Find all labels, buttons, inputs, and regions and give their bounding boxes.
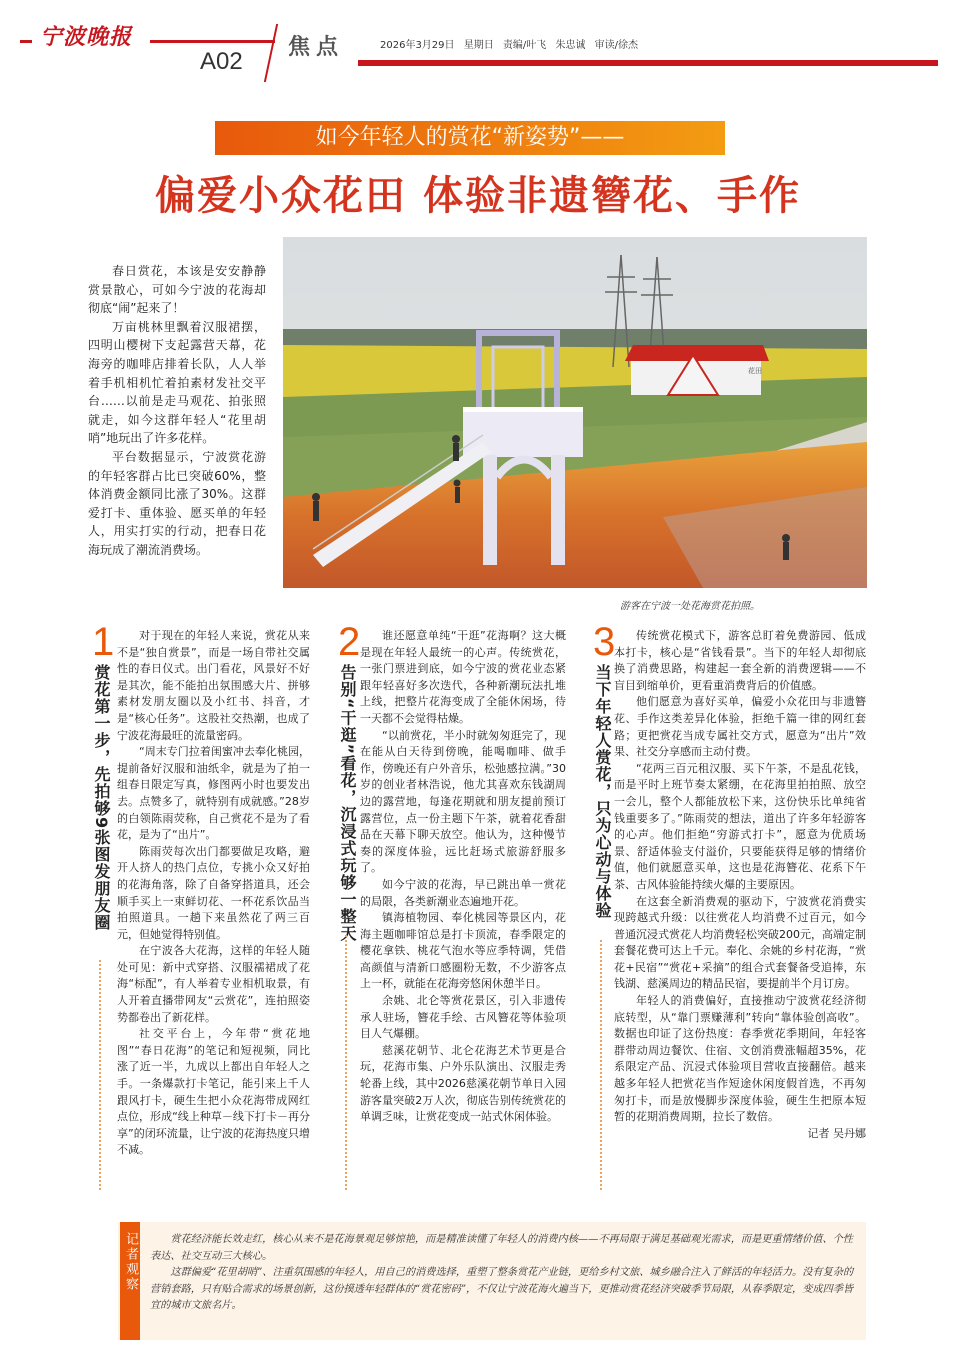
photo-caption: 游客在宁波一处花海赏花拍照。 [620, 601, 760, 612]
commentary-label: 记者观察 [123, 1232, 138, 1292]
byline: 记者 吴丹娜 [807, 1126, 866, 1140]
commentary-text [150, 1232, 856, 1315]
header-rule [358, 60, 938, 66]
paragraph: 传统赏花模式下，游客总盯着免费游园、低成本打卡，核心是“省钱看景”。当下的年轻人却彻底换了消费思路，构建起一套全新的消费逻辑——不盲目到缩单价，更看重消费背后的价值感。 [614, 629, 866, 692]
paragraph: 对于现在的年轻人来说，赏花从来不是“独自赏景”，而是一场自带社交属性的春日仪式。出门看花，风景好不好是其次，能不能拍出氛围感大片、拼够素材发朋友圈以及小红书、抖音，才是“核心任务”。这股社交热潮，也成了宁波花海最旺的流量密码。 [117, 629, 310, 742]
intro-paragraph: 春日赏花，本该是安安静静赏景散心，可如今宁波的花海却彻底“闹”起来了！ [88, 264, 266, 316]
article-column [360, 628, 566, 1126]
paragraph: 镇海植物园、奉化桃园等景区内，花海主题咖啡馆总是打卡顶流，春季限定的樱花拿铁、桃花气泡水等应季特调，凭借高颜值与清新口感圈粉无数，不少游客点上一杯，就能在花海旁悠闲休憩半日。 [360, 911, 566, 991]
paragraph: 社交平台上，今年带“赏花地图”“春日花海”的笔记和短视频，同比涨了近一半，九成以上都出自年轻人之手。一条爆款打卡笔记，能引来上千人跟风打卡，硬生生把小众花海带成网红点位，形成“线上种草－线下打卡－再分享”的闭环流量，让宁波的花海热度只增不减。 [117, 1027, 310, 1157]
paragraph: “周末专门拉着闺蜜冲去奉化桃园，提前备好汉服和油纸伞，就是为了拍一组春日限定写真，修图两小时也要发出去。点赞多了，就特别有成就感。”28岁的白领陈雨荧称，自己赏花不是为了看花，是为了“出片”。 [117, 745, 310, 842]
section-title: 告别“干逛”看花，沉浸式玩够一整天 [338, 664, 357, 943]
page-number: A02 [200, 48, 243, 75]
commentary-paragraph: 赏花经济能长效走红，核心从来不是花海景观足够惊艳，而是精准读懂了年轻人的消费内核——不再局限于满足基础观光需求，而是更重情绪价值、个性表达、社交互动三大核心。 [150, 1234, 853, 1262]
dotted-rule [345, 935, 351, 1190]
header-meta: 2026年3月29日 星期日 责编/叶飞 朱忠诚 审读/徐杰 [380, 40, 638, 51]
masthead-divider [264, 24, 278, 82]
masthead-rule-left [20, 40, 32, 43]
section-title: 赏花第一步，先拍够9张图发朋友圈 [92, 664, 111, 932]
paragraph: 在宁波各大花海，这样的年轻人随处可见：新中式穿搭、汉服襦裙成了花海“标配”，有人举着专业相机取景，有人开着直播带网友“云赏花”，连拍照姿势都卷出了新花样。 [117, 944, 310, 1024]
section-title: 当下年轻人赏花，只为心动与体验 [593, 664, 612, 919]
intro-paragraph: 平台数据显示，宁波赏花游的年轻客群占比已突破60%，整体消费金额同比涨了30%。这群爱打卡、重体验、愿买单的年轻人，用实打实的行动，把春日花海玩成了潮流消费场。 [88, 449, 266, 557]
section-number: 3 [593, 620, 616, 664]
headline-subtitle: 如今年轻人的赏花“新姿势”—— [315, 125, 625, 150]
section-name: 焦点 [288, 35, 345, 60]
commentary-paragraph: 这群偏爱“花里胡哨”、注重氛围感的年轻人，用自己的消费选择，重塑了整条赏花产业链，更给乡村文旅、城乡融合注入了鲜活的年轻活力。没有复杂的营销套路，只有贴合需求的场景创新，这份摸透年轻群体的“赏花密码”，不仅让宁波花海火遍当下，更推动赏花经济突破季节局限，从春季限定，变成四季皆宜的城市文旅名片。 [150, 1267, 854, 1311]
house-sign: 花田 [748, 367, 762, 375]
paragraph: 慈溪花朝节、北仑花海艺术节更是合玩，花海市集、户外乐队演出、汉服走秀轮番上线，其中2026慈溪花朝节单日入园游客量突破2万人次，彻底告别传统赏花的单调乏味，让赏花变成一站式休闲体验。 [360, 1043, 566, 1124]
paragraph: 年轻人的消费偏好，直接推动宁波赏花经济彻底转型，从“靠门票赚薄利”转向“靠体验创高收”。数据也印证了这份热度：春季赏花季期间，年轻客群带动周边餐饮、住宿、文创消费涨幅超35%，花系限定产品、沉浸式体验项目营收直接翻倍。越来越多年轻人把赏花当作短途休闲度假首选，不再匆匆打卡，而是放慢脚步深度体验，硬生生把原本短暂的花期消费周期，拉长了数倍。 [614, 994, 866, 1124]
article-column [117, 628, 310, 1159]
paragraph: 谁还愿意单纯“干逛”花海啊？这大概是现在年轻人最统一的心声。传统赏花，一张门票进到底，如今宁波的赏花业态紧跟年轻喜好多次迭代，各种新潮玩法扎堆上线，把整片花海变成了全能休闲场，待一天都不会觉得枯燥。 [360, 629, 566, 725]
section-number: 2 [338, 620, 361, 664]
paragraph: “以前赏花，半小时就匆匆逛完了，现在能从白天待到傍晚，能喝咖啡、做手作，傍晚还有户外音乐，松弛感拉满。”30岁的创业者林浩说，他尤其喜欢东钱湖周边的露营地，每逢花期就和朋友提前预订露营位，点一份主题下午茶，就着花香甜品在天幕下聊天放空。他认为，这种慢节奏的深度体验，远比赶场式旅游舒服多了。 [360, 728, 566, 875]
red-house [625, 345, 769, 395]
paragraph: 在这套全新消费观的驱动下，宁波赏花消费实现跨越式升级：以往赏花人均消费不过百元，如今普通沉浸式赏花人均消费轻松突破200元，高端定制套餐花费可达上千元。奉化、余姚的乡村花海，“赏花+民宿”“赏花+采摘”的组合式套餐备受追捧，东钱湖、慈溪周边的精品民宿，要提前半个月订房。 [614, 894, 866, 991]
masthead-rule [150, 40, 275, 43]
paragraph: 他们愿意为喜好买单，偏爱小众花田与非遗簪花、手作这类差异化体验，拒绝千篇一律的网红套路；更把赏花当成专属社交方式，愿意为“出片”效果、社交分享感而主动付费。 [614, 695, 866, 759]
paragraph: 如今宁波的花海，早已跳出单一赏花的局限，各类新潮业态遍地开花。 [360, 877, 566, 908]
paragraph: “花两三百元租汉服、买下午茶，不是乱花钱，而是平时上班节奏太紧绷，在花海里拍拍照、放空一会儿，整个人都能放松下来，这份快乐比单纯省钱重要多了。”陈雨荧的想法，道出了许多年轻游客的心声。他们拒绝“穷游式打卡”，愿意为优质场景、舒适体验支付溢价，只要能获得足够的情绪价值，他们就愿意买单，这也是花海簪花、花系下午茶、古风体验能持续火爆的主要原因。 [614, 761, 866, 891]
paragraph: 余姚、北仑等赏花景区，引入非遗传承人驻场，簪花手绘、古风簪花等体验项目人气爆棚。 [360, 994, 566, 1041]
dotted-rule [600, 940, 606, 1190]
flower-field-illustration [283, 237, 867, 588]
news-photo [283, 237, 867, 588]
intro-text [88, 262, 266, 560]
headline-title: 偏爱小众花田 体验非遗簪花、手作 [155, 173, 801, 219]
article-column [614, 628, 866, 1142]
section-number: 1 [92, 620, 115, 664]
paper-name-logo: 宁波晚报 [40, 24, 133, 50]
paragraph: 陈雨荧每次出门都要做足攻略，避开人挤人的热门点位，专挑小众又好拍的花海角落，除了自备穿搭道具，还会顺手买上一束鲜切花、一杯花系饮品当拍照道具。一趟下来虽然花了两三百元，但她觉得特别值。 [117, 844, 310, 941]
dotted-rule [99, 960, 105, 1190]
intro-paragraph: 万亩桃林里飘着汉服裙摆，四明山樱树下支起露营天幕，花海旁的咖啡店排着长队，人人举着手机相机忙着拍素材发社交平台……以前是走马观花、拍张照就走，如今这群年轻人“花里胡哨”地玩出了许多花样。 [88, 319, 266, 446]
